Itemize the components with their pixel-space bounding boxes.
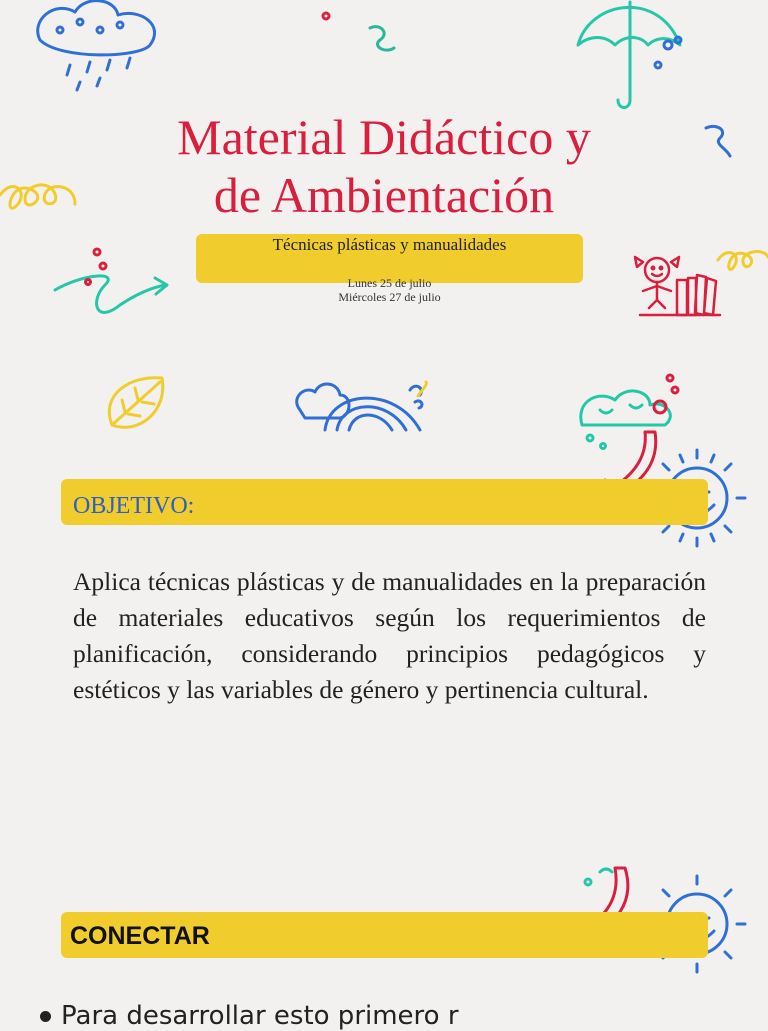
date-2: Miércoles 27 de julio: [338, 290, 441, 304]
dot-icon: [323, 13, 329, 19]
conectar-heading: CONECTAR: [70, 922, 210, 950]
date-1: Lunes 25 de julio: [347, 276, 432, 290]
bullet-icon: [40, 1011, 51, 1022]
title-line-1: Material Didáctico y: [177, 109, 591, 165]
list-item: [40, 1001, 740, 1031]
title-line-2: de Ambientación: [213, 167, 555, 223]
leaf-icon: [109, 378, 163, 428]
umbrella-icon: [578, 2, 680, 108]
cloud-icon: [581, 391, 671, 449]
loops-icon: [718, 252, 768, 270]
page-title: [0, 108, 768, 224]
swirl-icon: [370, 27, 394, 50]
bullet-text: Para desarrollar esto primero r: [61, 1001, 459, 1031]
rain-cloud-icon: [38, 1, 155, 90]
arrow-squiggle-icon: [55, 249, 167, 312]
objetivo-heading: OBJETIVO:: [73, 493, 195, 519]
objetivo-text: Aplica técnicas plásticas y de manualidades en la preparación de materiales educativos según los requerimientos de planificación, considerando principios pedagógicos y estéticos y las variables de género y pertinencia cultural.: [73, 567, 706, 704]
girl-with-books-icon: [635, 257, 720, 315]
subtitle: Técnicas plásticas y manualidades: [272, 235, 507, 254]
rainbow-icon: [297, 384, 422, 430]
session-dates: [196, 276, 583, 304]
